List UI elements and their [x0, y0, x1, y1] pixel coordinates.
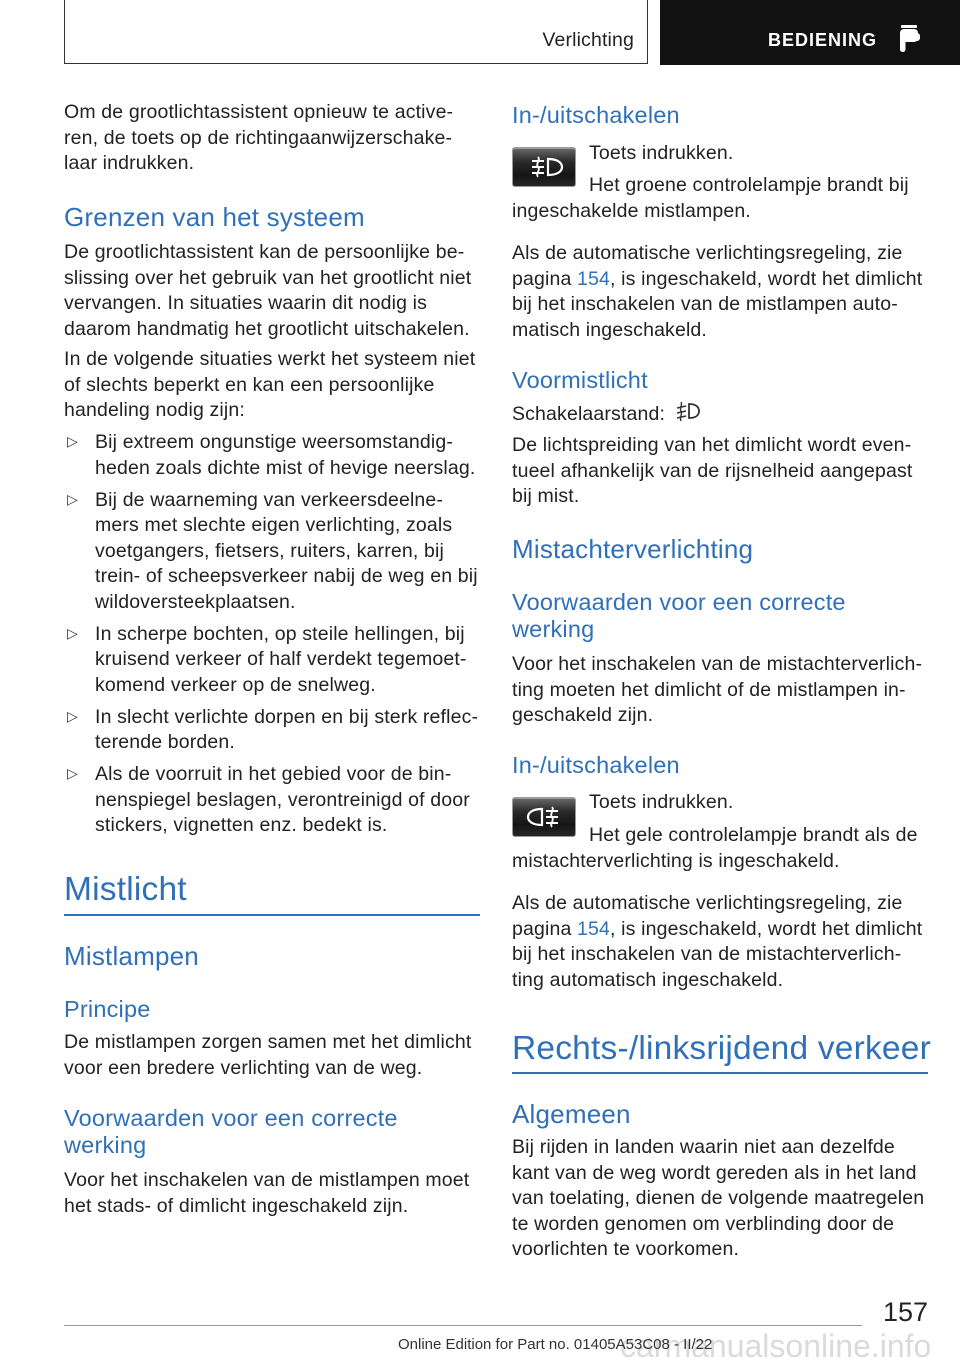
text-line: Als de automatische verlichtingsregeling, zie — [512, 892, 903, 914]
bullet-item — [64, 488, 478, 616]
text-line: werking — [64, 1132, 147, 1158]
text-line: Voorwaarden voor een correcte — [64, 1105, 398, 1131]
conditions-heading — [64, 1105, 398, 1159]
front-fog-paragraph — [512, 433, 912, 510]
text-line: laar indrukken. — [64, 152, 195, 174]
bullet-item — [64, 705, 478, 756]
rear-conditions-paragraph — [512, 652, 922, 729]
text-line: Bij de waarneming van verkeersdeelne- — [95, 488, 444, 511]
principle-paragraph — [64, 1030, 471, 1081]
page-link[interactable]: 154 — [577, 917, 611, 940]
text-line: het stads- of dimlicht ingeschakeld zijn. — [64, 1194, 409, 1217]
text-line: Het groene controlelampje brandt bij — [589, 174, 909, 196]
front-fog-auto-paragraph — [512, 241, 922, 343]
text-line: Voor het inschakelen van de mistachterverlich- — [512, 653, 923, 675]
rear-fog-indicator-paragraph — [512, 823, 918, 874]
text-line: komend verkeer op de snelweg. — [95, 673, 376, 696]
text-line: Bij extreem ongunstige weersomstandig- — [95, 431, 453, 453]
general-paragraph — [512, 1135, 924, 1263]
text-line: matisch ingeschakeld. — [512, 318, 707, 341]
text-line: voorlichten te voorkomen. — [512, 1238, 740, 1260]
text-line: De mistlampen zorgen samen met het dimlicht — [64, 1031, 472, 1053]
footer-divider — [64, 1325, 862, 1326]
text-line: De grootlichtassistent kan de persoonlijke be- — [64, 241, 465, 263]
link-prefix-text: pagina — [512, 267, 578, 290]
bullet-text — [95, 762, 478, 839]
text-line: ting moeten het dimlicht of de mistlampen in- — [512, 678, 906, 701]
general-heading: Algemeen — [512, 1099, 631, 1129]
heading-underline — [64, 914, 480, 916]
text-line: wildoversteekplaatsen. — [95, 590, 296, 613]
text-line: In scherpe bochten, op steile hellingen, bij — [95, 622, 465, 645]
rear-switch-heading: In-/uitschakelen — [512, 752, 680, 778]
text-line: kruisend verkeer of half verdekt tegemoet- — [95, 648, 467, 670]
bullet-item — [64, 762, 478, 839]
header-section-box — [64, 0, 648, 64]
page-number: 157 — [882, 1297, 928, 1327]
text-line: In de volgende situaties werkt het systeem niet — [64, 348, 476, 370]
watermark: carmanualsonline.info — [620, 1328, 932, 1364]
bullet-marker: ▷ — [67, 708, 78, 725]
link-suffix-text: , is ingeschakeld, wordt het dimlicht — [610, 267, 923, 290]
bullet-marker: ▷ — [67, 625, 78, 642]
text-line: of slechts beperkt en kan een persoonlijke — [64, 373, 435, 396]
limits-heading: Grenzen van het systeem — [64, 202, 365, 232]
link-prefix-text: pagina — [512, 917, 578, 940]
text-line: ting automatisch ingeschakeld. — [512, 968, 784, 991]
text-line: voor een bredere verlichting van de weg. — [64, 1056, 423, 1079]
heading-underline — [512, 1072, 928, 1074]
text-line: nenspiegel beslagen, verontreinigd of door — [95, 788, 470, 811]
text-line: ingeschakelde mistlampen. — [512, 199, 751, 222]
rear-fog-heading: Mistachterverlichting — [512, 534, 754, 564]
text-line: heden zoals dichte mist of hevige neerslag. — [95, 456, 476, 479]
limits-paragraph-2 — [64, 347, 475, 424]
bullet-text — [95, 622, 478, 699]
edition-footer-text: Online Edition for Part no. 01405A53C08 - II/22 — [398, 1336, 713, 1353]
text-line: handeling nodig zijn: — [64, 399, 245, 421]
text-line: Als de automatische verlichtingsregeling, zie — [512, 242, 903, 264]
bullet-marker: ▷ — [67, 491, 78, 508]
switch-position-label: Schakelaarstand: — [512, 403, 666, 425]
limits-bullet-list — [64, 430, 478, 845]
conditions-paragraph — [64, 1168, 469, 1219]
text-line: bij het inschakelen van de mistlampen auto- — [512, 293, 898, 315]
text-line: werking — [512, 616, 595, 642]
switch-heading: In-/uitschakelen — [512, 102, 680, 128]
header-section-title: Verlichting — [542, 29, 634, 51]
text-line: Voorwaarden voor een correcte — [512, 589, 846, 615]
text-line: terende borden. — [95, 731, 235, 753]
text-line: te worden genomen om verblinding door de — [512, 1212, 895, 1235]
text-line: Voor het inschakelen van de mistlampen moet — [64, 1169, 470, 1191]
bullet-text — [95, 488, 478, 616]
text-line: slissing over het gebruik van het grootlicht niet — [64, 266, 472, 289]
traffic-heading: Rechts-/linksrijdend verkeer — [512, 1030, 931, 1067]
bullet-text — [95, 705, 478, 756]
text-line — [512, 917, 922, 943]
text-line: In slecht verlichte dorpen en bij sterk reflec- — [95, 705, 479, 728]
front-fog-indicator-paragraph — [512, 173, 909, 224]
text-line: De lichtspreiding van het dimlicht wordt even- — [512, 434, 912, 456]
text-line: daarom handmatig het grootlicht uitschakelen. — [64, 317, 470, 340]
bullet-marker: ▷ — [67, 434, 78, 450]
text-line: stickers, vignetten enz. bedekt is. — [95, 814, 388, 836]
rear-fog-press-instruction: Toets indrukken. — [589, 791, 734, 813]
header-chapter-title: BEDIENING — [768, 30, 878, 50]
text-line: mistachterverlichting is ingeschakeld. — [512, 849, 840, 872]
bullet-item — [64, 430, 478, 481]
text-line: Bij rijden in landen waarin niet aan dezelfde — [512, 1136, 895, 1158]
text-line: trein- of scheepsverkeer nabij de weg en bij — [95, 565, 478, 587]
text-line: Het gele controlelampje brandt als de — [589, 824, 918, 846]
fog-lamps-heading: Mistlampen — [64, 941, 199, 971]
header-chapter-tab — [660, 0, 960, 65]
text-line: geschakeld zijn. — [512, 704, 654, 726]
front-fog-light-icon — [673, 399, 701, 425]
front-fog-press-instruction: Toets indrukken. — [589, 142, 734, 164]
pointing-hand-icon — [893, 24, 923, 54]
link-suffix-text: , is ingeschakeld, wordt het dimlicht — [610, 917, 923, 940]
switch-position-line — [512, 402, 701, 428]
text-line — [512, 267, 922, 293]
text-line: van toelating, dienen de volgende maatregelen — [512, 1187, 925, 1209]
fog-light-heading: Mistlicht — [64, 871, 187, 908]
text-line: kant van de weg wordt gereden als in het land — [512, 1161, 917, 1184]
front-fog-heading: Voormistlicht — [512, 367, 648, 393]
text-line: bij mist. — [512, 485, 580, 507]
text-line: tueel afhankelijk van de rijsnelheid aangepast — [512, 459, 913, 482]
text-line: mers met slechte eigen verlichting, zoals — [95, 514, 453, 536]
text-line: ren, de toets op de richtingaanwijzerschake- — [64, 126, 453, 149]
rear-fog-auto-paragraph — [512, 891, 922, 993]
principle-heading: Principe — [64, 996, 151, 1022]
text-line: Als de voorruit in het gebied voor de bin- — [95, 763, 452, 785]
bullet-text — [95, 430, 478, 481]
bullet-marker: ▷ — [67, 766, 78, 782]
text-line: vervangen. In situaties waarin dit nodig is — [64, 292, 428, 314]
intro-paragraph — [64, 100, 453, 177]
limits-paragraph-1 — [64, 240, 471, 342]
text-line: Om de grootlichtassistent opnieuw te active- — [64, 101, 454, 123]
text-line: bij het inschakelen van de mistachterverlich- — [512, 943, 902, 965]
rear-conditions-heading — [512, 589, 846, 643]
page-link[interactable]: 154 — [577, 267, 611, 290]
text-line: voetgangers, fietsers, ruiters, karren, bij — [95, 539, 444, 562]
bullet-item — [64, 622, 478, 699]
